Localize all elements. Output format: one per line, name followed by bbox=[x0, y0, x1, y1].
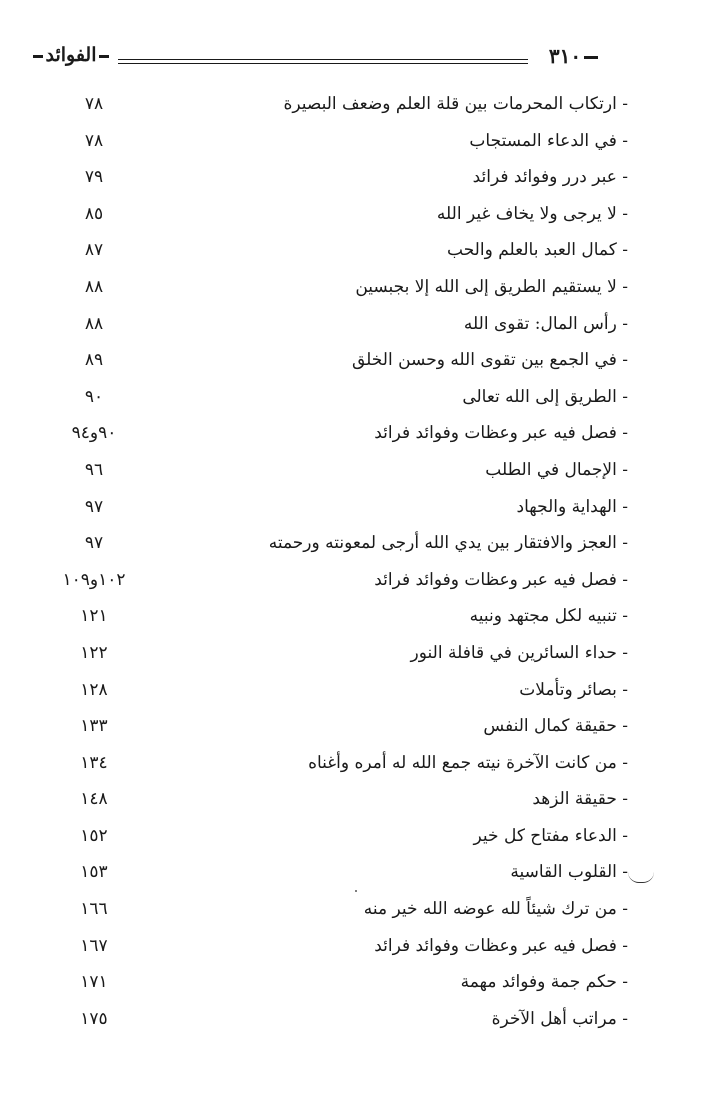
entry-page: ٨٧ bbox=[84, 240, 104, 261]
entry-title: - حقيقة كمال النفس bbox=[483, 716, 628, 737]
entry-title: - من ترك شيئاً لله عوضه الله خير منه bbox=[363, 899, 628, 920]
page-number bbox=[530, 44, 620, 68]
entry-title: - الطريق إلى الله تعالى bbox=[462, 386, 628, 407]
entry-title: - حقيقة الزهد bbox=[532, 789, 628, 810]
entry-page: ١٧١ bbox=[80, 972, 108, 993]
entry-title: - الإجمال في الطلب bbox=[485, 459, 628, 480]
contents-entry bbox=[60, 932, 628, 969]
contents-entry bbox=[60, 785, 628, 822]
running-title bbox=[28, 44, 114, 66]
entry-title: - مراتب أهل الآخرة bbox=[491, 1008, 628, 1029]
entry-page: ١٦٦ bbox=[80, 899, 108, 920]
contents-entry bbox=[60, 566, 628, 603]
entry-page: ١٤٨ bbox=[80, 789, 108, 810]
contents-entry bbox=[60, 346, 628, 383]
entry-page: ١٣٤ bbox=[80, 752, 108, 773]
entry-title: - القلوب القاسية bbox=[510, 862, 628, 883]
speck-mark bbox=[355, 890, 357, 892]
entry-page: ٧٨ bbox=[84, 130, 104, 151]
contents-entry bbox=[60, 236, 628, 273]
margin-pen-mark bbox=[628, 872, 654, 883]
entry-page: ٩٦ bbox=[84, 459, 104, 480]
contents-list bbox=[60, 90, 628, 1041]
entry-page: ١٦٧ bbox=[80, 935, 108, 956]
entry-page: ١٢٢ bbox=[80, 642, 108, 663]
entry-page: ١٣٣ bbox=[80, 716, 108, 737]
entry-title: - حكم جمة وفوائد مهمة bbox=[460, 972, 628, 993]
contents-entry bbox=[60, 968, 628, 1005]
entry-page: ١٢٨ bbox=[80, 679, 108, 700]
contents-entry bbox=[60, 310, 628, 347]
entry-title: - تنبيه لكل مجتهد ونبيه bbox=[469, 606, 628, 627]
entry-page: ١٧٥ bbox=[80, 1008, 108, 1029]
contents-entry bbox=[60, 90, 628, 127]
running-header bbox=[28, 40, 620, 80]
title-dash bbox=[99, 55, 109, 58]
entry-title: - عبر درر وفوائد فرائد bbox=[472, 167, 628, 188]
contents-entry bbox=[60, 712, 628, 749]
running-title-text: الفوائد bbox=[45, 44, 97, 66]
entry-page: ١٠٢و١٠٩ bbox=[62, 569, 126, 590]
entry-page: ١٥٣ bbox=[80, 862, 108, 883]
entry-page: ٩٧ bbox=[84, 496, 104, 517]
entry-title: - حداء السائرين في قافلة النور bbox=[410, 642, 628, 663]
entry-title: - من كانت الآخرة نيته جمع الله له أمره وأغناه bbox=[308, 752, 628, 773]
entry-title: - العجز والافتقار بين يدي الله أرجى لمعونته ورحمته bbox=[268, 533, 628, 554]
entry-title: - كمال العبد بالعلم والحب bbox=[447, 240, 628, 261]
contents-entry bbox=[60, 383, 628, 420]
entry-title: - في الدعاء المستجاب bbox=[469, 130, 628, 151]
entry-title: - الهداية والجهاد bbox=[516, 496, 628, 517]
contents-entry bbox=[60, 163, 628, 200]
entry-page: ١٥٢ bbox=[80, 825, 108, 846]
entry-page: ٩٠و٩٤ bbox=[71, 423, 117, 444]
header-rule bbox=[118, 59, 528, 64]
entry-title: - فصل فيه عبر وعظات وفوائد فرائد bbox=[374, 423, 628, 444]
contents-entry bbox=[60, 456, 628, 493]
entry-page: ٩٧ bbox=[84, 533, 104, 554]
contents-entry bbox=[60, 822, 628, 859]
contents-entry bbox=[60, 529, 628, 566]
contents-entry bbox=[60, 602, 628, 639]
entry-title: - الدعاء مفتاح كل خير bbox=[473, 825, 628, 846]
contents-entry bbox=[60, 493, 628, 530]
contents-entry bbox=[60, 749, 628, 786]
entry-title: - فصل فيه عبر وعظات وفوائد فرائد bbox=[374, 569, 628, 590]
page-number-dash bbox=[584, 56, 598, 59]
contents-entry bbox=[60, 639, 628, 676]
entry-title: - فصل فيه عبر وعظات وفوائد فرائد bbox=[374, 935, 628, 956]
entry-title: - في الجمع بين تقوى الله وحسن الخلق bbox=[352, 350, 628, 371]
entry-page: ٨٩ bbox=[84, 350, 104, 371]
entry-page: ٨٨ bbox=[84, 313, 104, 334]
entry-page: ٧٩ bbox=[84, 167, 104, 188]
contents-entry bbox=[60, 895, 628, 932]
page-number-text: ٣١٠ bbox=[548, 44, 582, 68]
entry-page: ٨٥ bbox=[84, 203, 104, 224]
contents-entry bbox=[60, 273, 628, 310]
entry-page: ٧٨ bbox=[84, 94, 104, 114]
contents-entry bbox=[60, 858, 628, 895]
contents-entry bbox=[60, 1005, 628, 1042]
entry-title: - رأس المال: تقوى الله bbox=[463, 313, 628, 334]
contents-entry bbox=[60, 200, 628, 237]
entry-title: - بصائر وتأملات bbox=[519, 679, 628, 700]
entry-title: - لا يرجى ولا يخاف غير الله bbox=[436, 203, 628, 224]
entry-page: ٨٨ bbox=[84, 276, 104, 297]
entry-page: ٩٠ bbox=[84, 386, 104, 407]
contents-entry bbox=[60, 127, 628, 164]
entry-title: - لا يستقيم الطريق إلى الله إلا بجبسين bbox=[355, 276, 628, 297]
contents-entry bbox=[60, 676, 628, 713]
title-dash bbox=[33, 55, 43, 58]
contents-entry bbox=[60, 419, 628, 456]
entry-title: - ارتكاب المحرمات بين قلة العلم وضعف البصيرة bbox=[283, 94, 628, 114]
entry-page: ١٢١ bbox=[80, 606, 108, 627]
